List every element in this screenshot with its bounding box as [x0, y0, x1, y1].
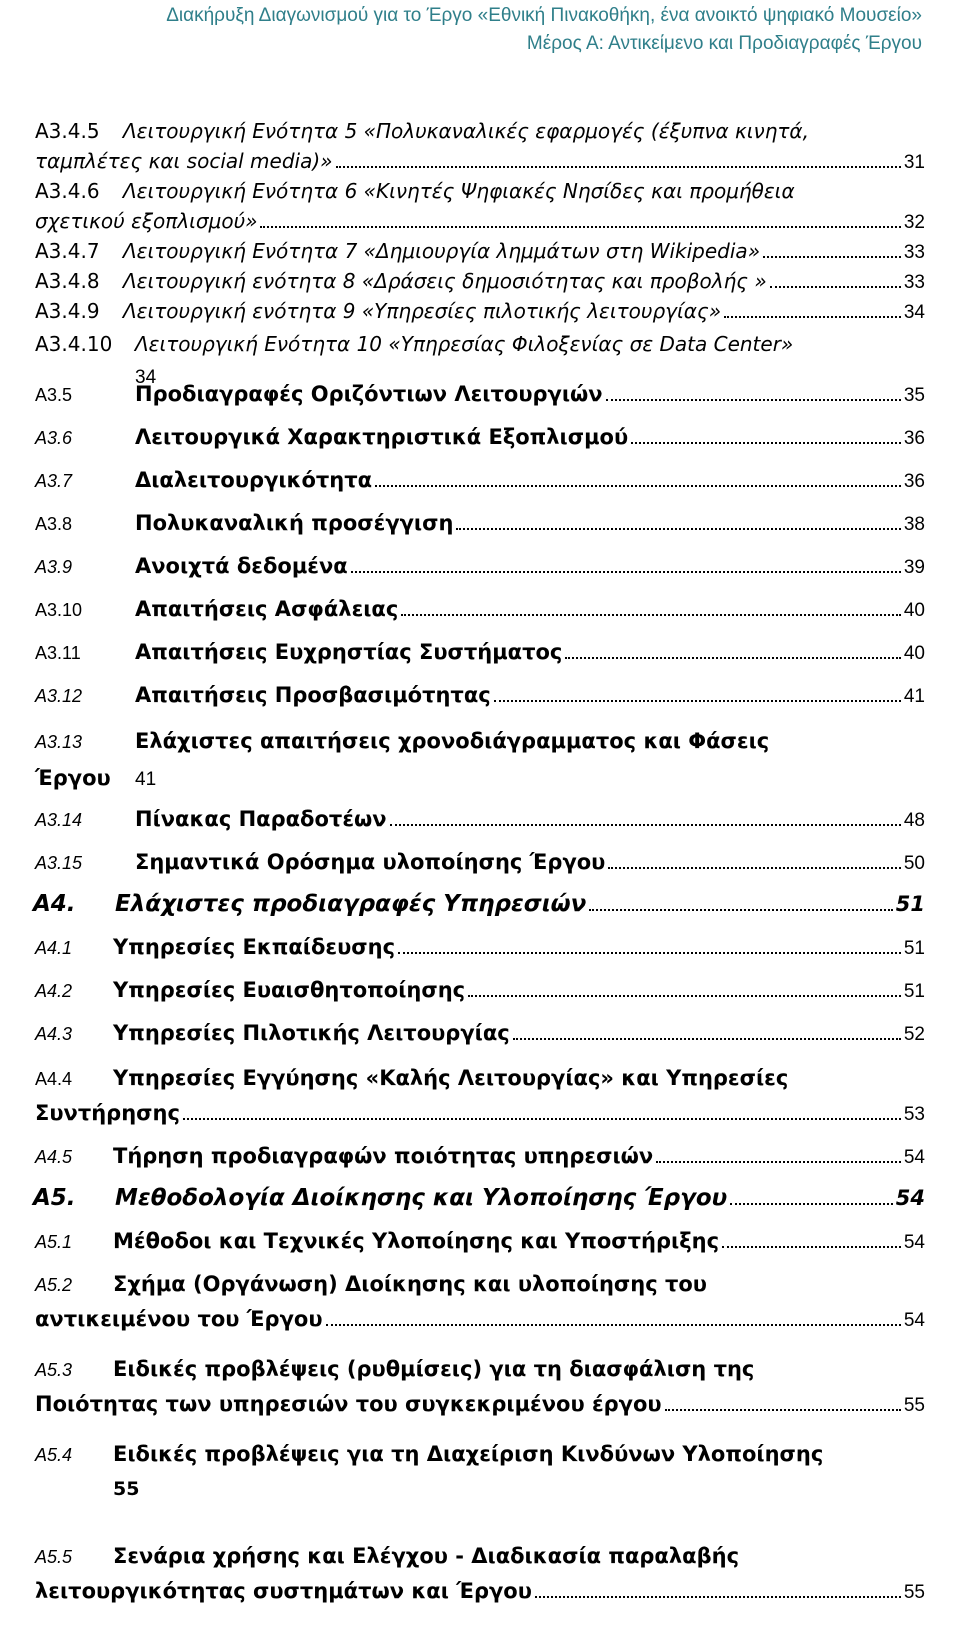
toc-page: 40 — [903, 600, 925, 621]
toc-leader — [722, 1233, 901, 1248]
toc-title-cont: Ποιότητας των υπηρεσιών του συγκεκριμένου έργου — [35, 1392, 662, 1416]
toc-title: Υπηρεσίες Εκπαίδευσης — [113, 935, 396, 959]
toc-entry[interactable] — [35, 379, 925, 411]
toc-leader — [665, 1396, 901, 1411]
toc-page: 53 — [903, 1104, 925, 1125]
toc-title: Υπηρεσίες Εγγύησης «Καλής Λειτουργίας» και Υπηρεσίες — [113, 1066, 789, 1090]
toc-leader — [401, 601, 901, 616]
toc-title: Λειτουργική Ενότητα 7 «Δημιουργία λημμάτων στη Wikipedia» — [123, 239, 761, 263]
toc-number: A3.4.10 — [35, 332, 113, 356]
toc-number: A3.10 — [35, 600, 83, 620]
toc-number: A5.3 — [35, 1360, 73, 1380]
toc-leader — [183, 1105, 901, 1120]
toc-title: Σενάρια χρήσης και Ελέγχου - Διαδικασία παραλαβής — [113, 1544, 740, 1568]
toc-number: A4.1 — [35, 938, 73, 958]
toc-page: 35 — [903, 385, 925, 406]
toc-entry[interactable] — [35, 680, 925, 712]
toc-number: A4.3 — [35, 1024, 73, 1044]
toc-entry[interactable] — [35, 1437, 925, 1506]
toc-title: Ανοιχτά δεδομένα — [135, 554, 348, 578]
toc-leader — [468, 982, 901, 997]
toc-number: A4. — [33, 891, 76, 917]
toc-leader — [326, 1311, 901, 1326]
toc-title: Ειδικές προβλέψεις για τη Διαχείριση Κινδύνων Υλοποίησης — [113, 1442, 824, 1466]
toc-title: Σημαντικά Ορόσημα υλοποίησης Έργου — [135, 850, 606, 874]
toc-number: A5. — [33, 1185, 76, 1211]
toc-entry[interactable] — [35, 1226, 925, 1258]
toc-entry[interactable] — [35, 1267, 925, 1338]
toc-title: Απαιτήσεις Ευχρηστίας Συστήματος — [135, 640, 563, 664]
toc-page: 40 — [903, 643, 925, 664]
toc-entry[interactable] — [35, 847, 925, 879]
toc-page: 34 — [135, 367, 157, 388]
toc-page: 36 — [903, 428, 925, 449]
toc-page: 39 — [903, 557, 925, 578]
toc-entry[interactable] — [35, 723, 925, 798]
toc-entry[interactable] — [35, 422, 925, 454]
toc-page: 38 — [903, 514, 925, 535]
toc-leader — [631, 429, 901, 444]
toc-leader — [375, 472, 901, 487]
toc-title: Ειδικές προβλέψεις (ρυθμίσεις) για τη διασφάλιση της — [113, 1357, 755, 1381]
toc-page: 54 — [903, 1232, 925, 1253]
toc-number: A3.4.5 — [35, 119, 100, 143]
page-header — [166, 2, 922, 58]
toc-page: 55 — [903, 1395, 925, 1416]
toc-number: A3.15 — [35, 853, 83, 873]
toc-page: 34 — [903, 302, 925, 323]
toc-entry[interactable] — [35, 975, 925, 1007]
header-title: Διακήρυξη Διαγωνισμού για το Έργο «Εθνική Πινακοθήκη, ένα ανοικτό ψηφιακό Μουσείο» — [166, 5, 922, 26]
toc-entry[interactable] — [35, 594, 925, 626]
toc-number: A3.9 — [35, 557, 73, 577]
toc-leader — [390, 811, 901, 826]
toc-entry[interactable] — [35, 932, 925, 964]
toc-number: A3.4.7 — [35, 239, 100, 263]
toc-number: A3.6 — [35, 428, 73, 448]
toc-entry[interactable] — [35, 1141, 925, 1173]
toc-number: A3.4.8 — [35, 269, 100, 293]
toc-number: A3.7 — [35, 471, 73, 491]
toc-entry[interactable] — [35, 296, 925, 328]
toc-leader — [730, 1189, 893, 1205]
toc-entry[interactable] — [35, 116, 925, 178]
toc-entry[interactable] — [33, 888, 925, 920]
toc-page: 50 — [903, 853, 925, 874]
toc-number: A3.4.6 — [35, 179, 100, 203]
toc-title: Υπηρεσίες Πιλοτικής Λειτουργίας — [113, 1021, 510, 1045]
toc-leader — [456, 515, 900, 530]
toc-page: 32 — [903, 212, 925, 233]
toc-title: Λειτουργική ενότητα 8 «Δράσεις δημοσιότητας και προβολής » — [123, 269, 767, 293]
toc-number: A3.13 — [35, 732, 83, 752]
toc-entry[interactable] — [35, 465, 925, 497]
toc-leader — [763, 244, 901, 258]
toc-entry[interactable] — [35, 266, 925, 298]
toc-page: 36 — [903, 471, 925, 492]
toc-number: A5.5 — [35, 1547, 73, 1567]
toc-title-cont: λειτουργικότητας συστημάτων και Έργου — [35, 1579, 532, 1603]
toc-title: Σχήμα (Οργάνωση) Διοίκησης και υλοποίησης του — [113, 1272, 707, 1296]
toc-number: A3.14 — [35, 810, 83, 830]
toc-page: 31 — [903, 152, 925, 173]
toc-entry[interactable] — [35, 176, 925, 238]
toc-number: A5.2 — [35, 1275, 73, 1295]
toc-page: 41 — [903, 686, 925, 707]
toc-title-cont: Έργου — [35, 766, 111, 790]
toc-title: Τήρηση προδιαγραφών ποιότητας υπηρεσιών — [113, 1144, 654, 1168]
toc-entry[interactable] — [35, 1352, 925, 1423]
toc-entry[interactable] — [35, 551, 925, 583]
toc-title: Μεθοδολογία Διοίκησης και Υλοποίησης Έργου — [115, 1185, 728, 1211]
toc-title: Λειτουργικά Χαρακτηριστικά Εξοπλισμού — [135, 425, 629, 449]
toc-title: Απαιτήσεις Ασφάλειας — [135, 597, 399, 621]
toc-entry[interactable] — [35, 804, 925, 836]
toc-leader — [260, 214, 900, 228]
toc-page: 54 — [903, 1310, 925, 1331]
toc-page: 51 — [903, 981, 925, 1002]
toc-title: Πίνακας Παραδοτέων — [135, 807, 387, 831]
toc-title: Υπηρεσίες Ευαισθητοποίησης — [113, 978, 466, 1002]
toc-leader — [724, 304, 901, 318]
toc-number: A4.2 — [35, 981, 73, 1001]
toc-page: 54 — [903, 1147, 925, 1168]
toc-title: Λειτουργική Ενότητα 10 «Υπηρεσίας Φιλοξενίας σε Data Center» — [135, 332, 794, 356]
toc-title: Λειτουργική ενότητα 9 «Υπηρεσίες πιλοτικής λειτουργίας» — [123, 299, 722, 323]
toc-title: Διαλειτουργικότητα — [135, 468, 373, 492]
toc-title: Απαιτήσεις Προσβασιμότητας — [135, 683, 491, 707]
toc-number: A3.12 — [35, 686, 83, 706]
toc-entry[interactable] — [35, 1018, 925, 1050]
toc-leader — [336, 154, 901, 168]
toc-page: 54 — [895, 1186, 925, 1210]
toc-title: Μέθοδοι και Τεχνικές Υλοποίησης και Υποστήριξης — [113, 1229, 720, 1253]
toc-entry[interactable] — [35, 1061, 925, 1132]
toc-page: 52 — [903, 1024, 925, 1045]
toc-leader — [535, 1583, 901, 1598]
toc-page: 33 — [903, 242, 925, 263]
toc-leader — [606, 386, 901, 401]
toc-number: A4.5 — [35, 1147, 73, 1167]
toc-number: A3.8 — [35, 514, 73, 534]
toc-title-cont: σχετικού εξοπλισμού» — [35, 209, 258, 233]
toc-page: 55 — [113, 1478, 140, 1500]
toc-number: A4.4 — [35, 1069, 73, 1089]
toc-title: Λειτουργική Ενότητα 6 «Κινητές Ψηφιακές Νησίδες και προμήθεια — [123, 179, 795, 203]
toc-leader — [656, 1148, 901, 1163]
toc-leader — [513, 1025, 901, 1040]
toc-title: Ελάχιστες προδιαγραφές Υπηρεσιών — [115, 891, 587, 917]
toc-leader — [398, 939, 901, 954]
toc-entry[interactable] — [35, 1539, 925, 1610]
toc-page: 51 — [903, 938, 925, 959]
toc-title: Λειτουργική Ενότητα 5 «Πολυκαναλικές εφαρμογές (έξυπνα κινητά, — [123, 119, 809, 143]
toc-number: A3.4.9 — [35, 299, 100, 323]
toc-page: 41 — [135, 769, 157, 790]
toc-title-cont: αντικειμένου του Έργου — [35, 1307, 323, 1331]
toc-number: A5.1 — [35, 1232, 73, 1252]
toc-number: A3.11 — [35, 643, 81, 663]
toc-entry[interactable] — [35, 637, 925, 669]
toc-leader — [589, 895, 892, 911]
toc-page: 33 — [903, 272, 925, 293]
toc-title: Ελάχιστες απαιτήσεις χρονοδιάγραμματος και Φάσεις — [135, 729, 770, 753]
toc-leader — [608, 854, 900, 869]
toc-entry[interactable] — [35, 236, 925, 268]
toc-page: 55 — [903, 1582, 925, 1603]
toc-page: 48 — [903, 810, 925, 831]
toc-leader — [565, 644, 900, 659]
toc-leader — [770, 274, 901, 288]
toc-number: A3.5 — [35, 385, 73, 405]
toc-page: 51 — [895, 892, 925, 916]
toc-title-cont: Συντήρησης — [35, 1101, 180, 1125]
toc-entry[interactable] — [35, 508, 925, 540]
toc-title-cont: ταμπλέτες και social media)» — [35, 149, 333, 173]
toc-title: Πολυκαναλική προσέγγιση — [135, 511, 454, 535]
toc-entry[interactable] — [33, 1182, 925, 1214]
toc-leader — [494, 687, 901, 702]
header-subtitle: Μέρος Α: Αντικείμενο και Προδιαγραφές Έργου — [526, 33, 922, 54]
toc-number: A5.4 — [35, 1445, 73, 1465]
toc-title: Προδιαγραφές Οριζόντιων Λειτουργιών — [135, 382, 603, 406]
toc-leader — [351, 558, 901, 573]
